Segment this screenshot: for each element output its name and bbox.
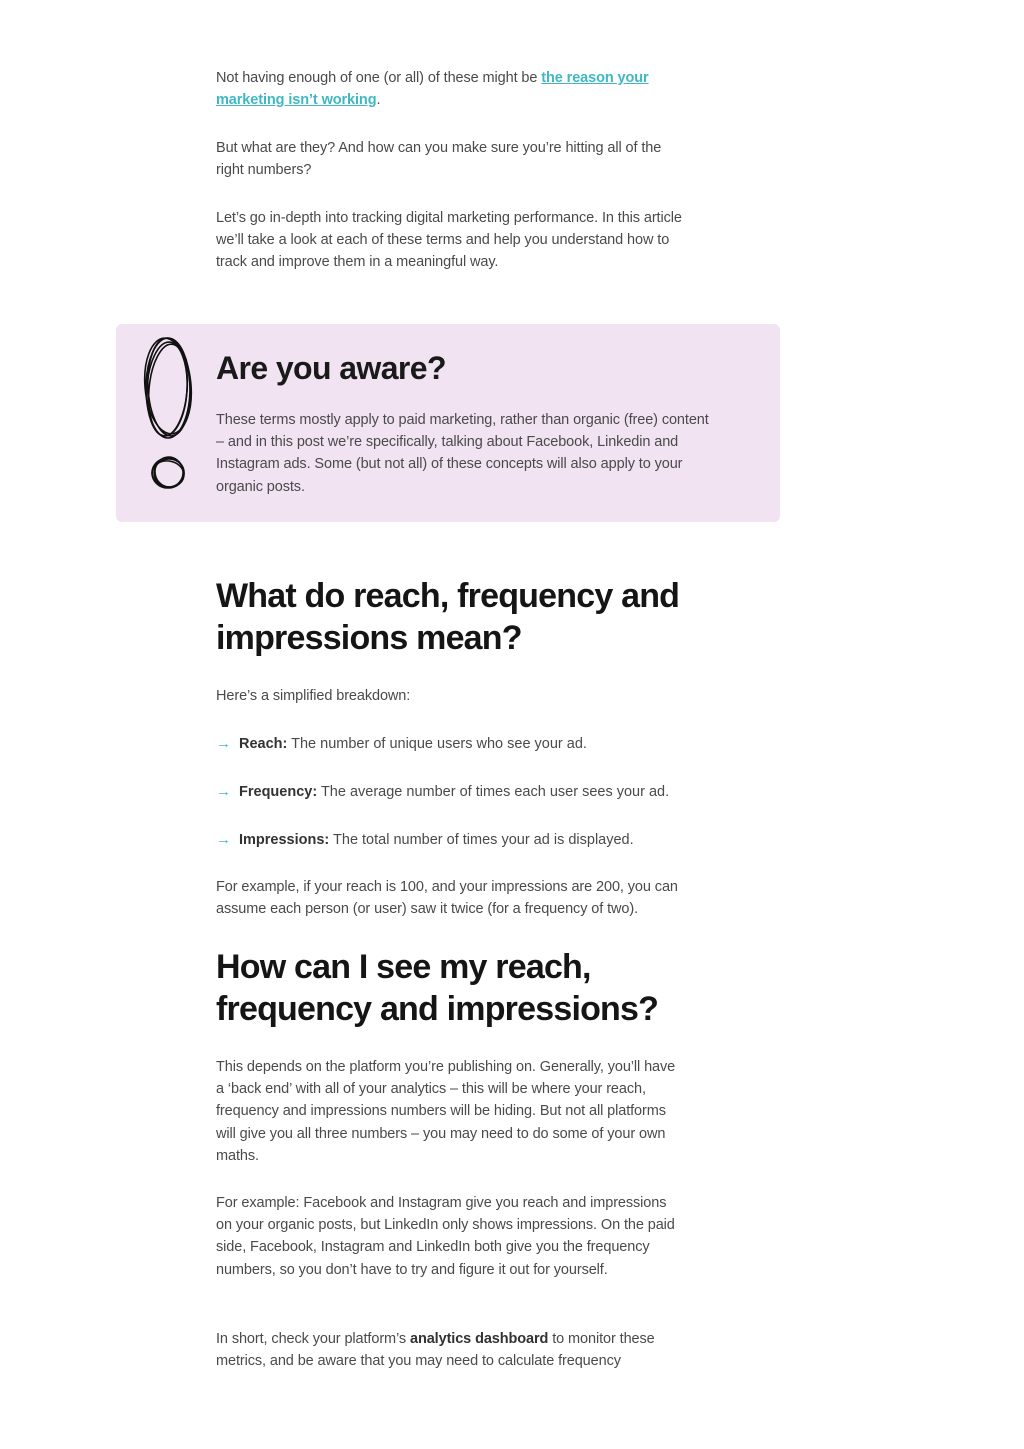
bullet-text: The total number of times your ad is displayed. [329, 832, 634, 848]
intro-text: Not having enough of one (or all) of these might be [216, 70, 542, 86]
reason-marketing-link[interactable]: the reason your marketing isn’t working [216, 70, 649, 109]
intro-paragraph-2: But what are they? And how can you make sure you’re hitting all of the right numbers? [216, 140, 662, 179]
awareness-callout [116, 324, 780, 522]
callout-text: These terms mostly apply to paid marketing, rather than organic (free) content – and in this post we’re specifically, talking about Facebook, Linkedin and Instagram ads. Some (but not all) of these concepts will also apply to your organic posts. [216, 412, 709, 495]
bullet-term: Frequency: [239, 784, 318, 800]
summary-text: In short, check your platform’s [216, 1331, 410, 1347]
section-heading-how-to-see: How can I see my reach, frequency and impressions? [216, 948, 659, 1028]
arrow-right-icon: → [216, 783, 231, 800]
intro-section [216, 67, 686, 111]
bullet-term: Impressions: [239, 832, 330, 848]
arrow-right-icon: → [216, 735, 231, 752]
analytics-dashboard-emphasis: analytics dashboard [409, 1331, 549, 1347]
intro-text-end: . [376, 92, 381, 109]
bullet-text: The average number of times each user sees your ad. [317, 784, 670, 800]
platform-example-paragraph: For example: Facebook and Instagram give you reach and impressions on your organic posts, but LinkedIn only shows impressions. On the paid side, Facebook, Instagram and LinkedIn both give you the frequency numbers, so you don’t have to try and figure it out for yourself. [216, 1195, 675, 1278]
breakdown-intro: Here’s a simplified breakdown: [216, 688, 411, 704]
bullet-text: The number of unique users who see your ad. [287, 736, 587, 752]
list-item-impressions [216, 829, 736, 851]
exclamation-icon [140, 336, 198, 506]
list-item-reach [216, 733, 736, 755]
bullet-term: Reach: [239, 736, 288, 752]
example-paragraph: For example, if your reach is 100, and your impressions are 200, you can assume each person (or user) saw it twice (for a frequency of two). [216, 879, 678, 918]
intro-paragraph-1 [216, 67, 686, 111]
intro-paragraph-3: Let’s go in-depth into tracking digital marketing performance. In this article we’ll take a look at each of these terms and help you understand how to track and improve them in a meaningful way. [216, 210, 682, 271]
list-item-frequency [216, 781, 736, 803]
callout-title: Are you aware? [216, 350, 446, 386]
summary-text-end: to monitor these metrics, and be aware that you may need to calculate frequency [216, 1331, 655, 1370]
arrow-right-icon: → [216, 831, 231, 848]
section-heading-meaning: What do reach, frequency and impressions mean? [216, 577, 680, 657]
summary-paragraph [216, 1328, 686, 1372]
platform-paragraph: This depends on the platform you’re publishing on. Generally, you’ll have a ‘back end’ with all of your analytics – this will be where your reach, frequency and impressions numbers will be hiding. But not all platforms will give you all three numbers – you may need to do some of your own maths. [216, 1059, 676, 1164]
